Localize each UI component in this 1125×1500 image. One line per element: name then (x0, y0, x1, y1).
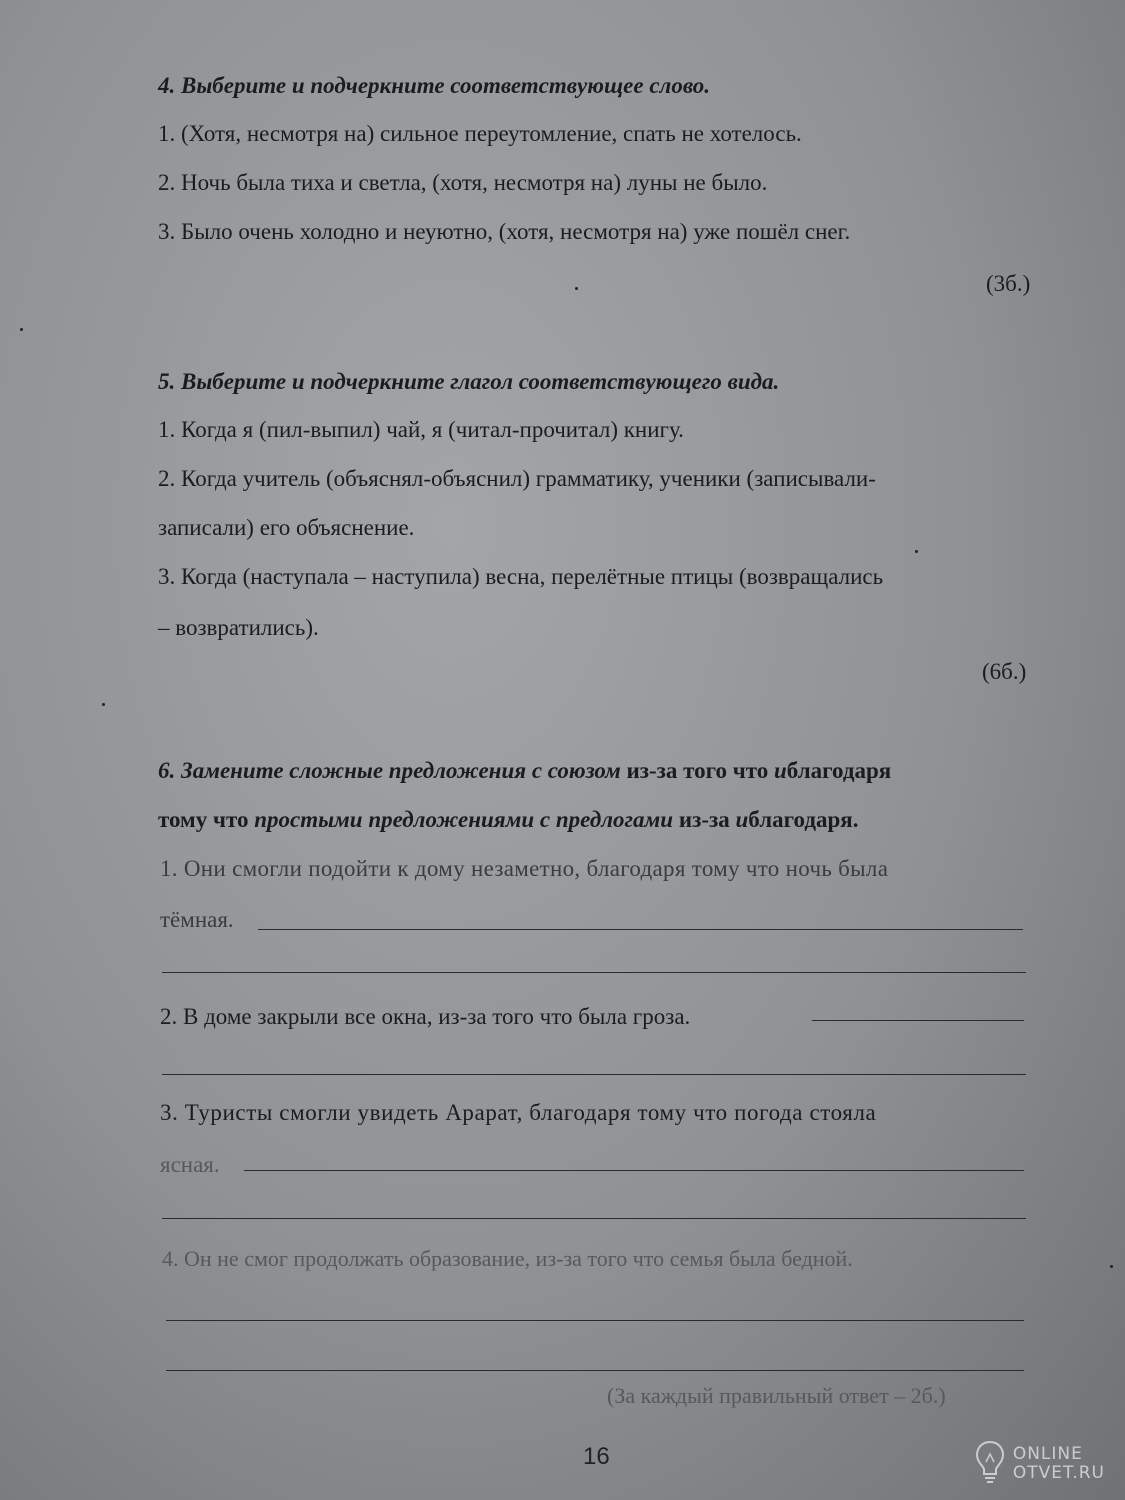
task6-heading-italic-1: 6. Замените сложные предложения с союзом (158, 758, 621, 783)
task6-heading-prep-1: из-за (678, 807, 730, 832)
task6-item4-answer-line-1[interactable] (166, 1320, 1024, 1321)
task4-heading: 4. Выберите и подчеркните соответствующее слово. (158, 73, 711, 98)
task6-item1-line2: тёмная. (160, 907, 234, 932)
task4-item-2: 2. Ночь была тиха и светла, (хотя, несмотря на) луны не было. (158, 170, 768, 195)
task6-heading-and-2: и (735, 807, 749, 832)
page-number: 16 (583, 1443, 610, 1470)
task5-line-3: записали) его объяснение. (158, 515, 415, 540)
task5-line-5: – возвратились). (158, 615, 319, 640)
task5-line-1: 1. Когда я (пил-выпил) чай, я (читал-прочитал) книгу. (158, 417, 684, 442)
task5-line-4: 3. Когда (наступала – наступила) весна, перелётные птицы (возвращались (158, 564, 884, 589)
task6-item1-answer-line-2[interactable] (162, 972, 1026, 973)
task4-item-1: 1. (Хотя, несмотря на) сильное переутомление, спать не хотелось. (158, 121, 802, 146)
task6-heading-conj-1: из-за того что (626, 758, 769, 783)
task6-heading-conj-3: тому что (158, 807, 249, 832)
task6-item1-line1: 1. Они смогли подойти к дому незаметно, благодаря тому что ночь была (160, 856, 889, 881)
task4-item-3: 3. Было очень холодно и неуютно, (хотя, несмотря на) уже пошёл снег. (158, 219, 851, 244)
task6-heading-line1 (158, 757, 891, 785)
task6-item2-answer-line-1[interactable] (812, 1020, 1024, 1021)
task5-line-2: 2. Когда учитель (объяснял-объяснил) грамматику, ученики (записывали- (158, 466, 876, 491)
task6-item4-answer-line-2[interactable] (166, 1370, 1024, 1371)
task6-item1-answer-line-1[interactable] (258, 929, 1023, 930)
watermark (975, 1440, 1105, 1488)
task6-item2-answer-line-2[interactable] (162, 1074, 1026, 1075)
task5-points: (6б.) (982, 659, 1027, 684)
task6-heading-conj-2: благодаря (786, 758, 892, 783)
task6-heading-italic-2: простыми предложениями с предлогами (254, 807, 674, 832)
task6-item4-line1: 4. Он не смог продолжать образование, из-за того что семья была бедной. (162, 1246, 853, 1271)
task6-heading-prep-2: благодаря. (748, 807, 859, 832)
lightbulb-icon (975, 1440, 1005, 1488)
task6-item3-answer-line-1[interactable] (244, 1170, 1024, 1171)
task5-heading: 5. Выберите и подчеркните глагол соответствующего вида. (158, 369, 780, 394)
speck (915, 550, 918, 553)
speck (20, 328, 23, 331)
task6-item2-line1: 2. В доме закрыли все окна, из-за того что была гроза. (160, 1004, 691, 1029)
task6-item3-line2: ясная. (160, 1152, 220, 1177)
task6-item3-line1: 3. Туристы смогли увидеть Арарат, благодаря тому что погода стояла (160, 1100, 877, 1125)
task6-item3-answer-line-2[interactable] (162, 1218, 1026, 1219)
task6-heading-line2 (158, 806, 858, 834)
speck (102, 703, 105, 706)
task4-points: (3б.) (986, 271, 1031, 296)
task6-heading-and-1: и (774, 758, 787, 783)
watermark-line-1: ONLINE (1012, 1444, 1083, 1464)
speck (1110, 1265, 1113, 1268)
watermark-line-2: OTVET.RU (1012, 1463, 1105, 1483)
task6-points: (За каждый правильный ответ – 2б.) (607, 1383, 946, 1408)
speck (575, 287, 578, 290)
